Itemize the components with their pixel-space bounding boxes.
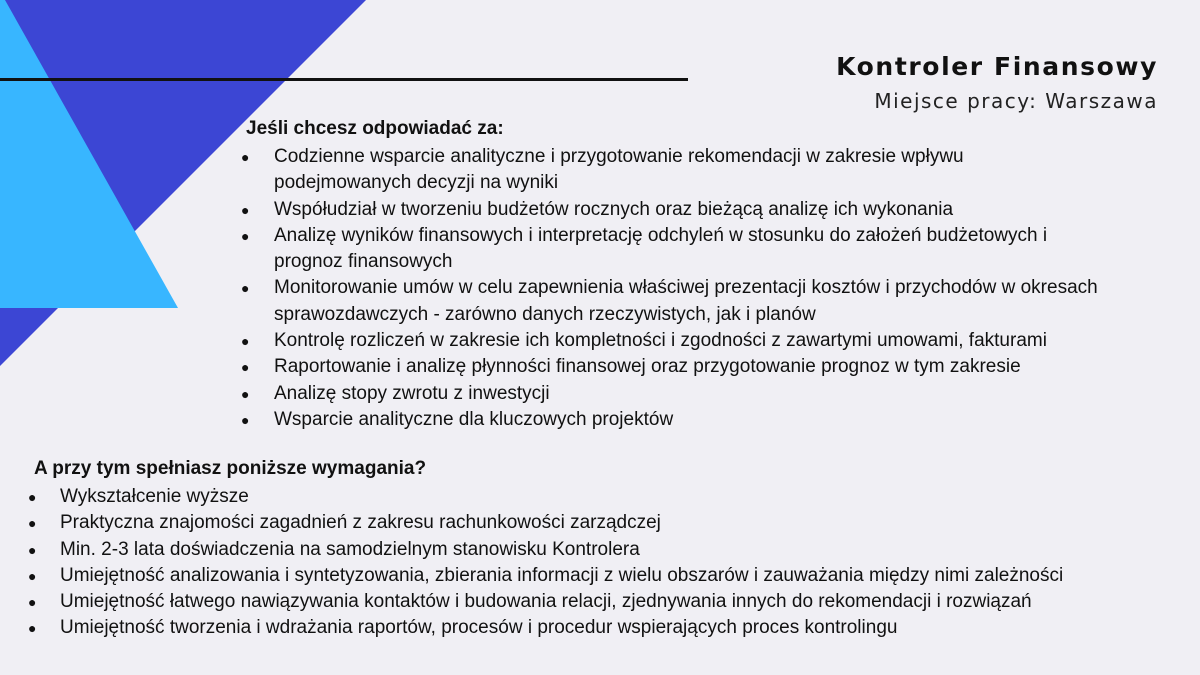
bullet-icon: ●	[28, 489, 37, 505]
item-text: Praktyczna znajomości zagadnień z zakresu rachunkowości zarządczej	[60, 512, 661, 534]
item-text: Min. 2-3 lata doświadczenia na samodzielnym stanowisku Kontrolera	[60, 538, 640, 560]
item-text: Umiejętność analizowania i syntetyzowania, zbierania informacji z wielu obszarów i zauważania między nimi zależności	[60, 564, 1064, 586]
job-title: Kontroler Finansowy	[836, 52, 1158, 81]
responsibility-item	[241, 197, 1098, 223]
item-text: Umiejętność tworzenia i wdrażania raportów, procesów i procedur wspierających proces kontrolingu	[60, 617, 898, 639]
bullet-icon: ●	[28, 594, 37, 611]
bullet-icon: ●	[241, 411, 250, 428]
requirement-item	[28, 537, 1063, 563]
item-text: Analizę stopy zwrotu z inwestycji	[274, 382, 550, 404]
bullet-icon: ●	[28, 515, 37, 532]
item-text: sprawozdawczych - zarówno danych rzeczywistych, jak i planów	[274, 303, 816, 325]
responsibility-item	[241, 407, 1098, 433]
item-text: Kontrolę rozliczeń w zakresie ich kompletności i zgodności z zawartymi umowami, fakturami	[274, 330, 1047, 352]
responsibilities-list	[241, 144, 1098, 433]
job-location: Miejsce pracy: Warszawa	[874, 89, 1158, 113]
item-text: podejmowanych decyzji na wyniki	[274, 172, 559, 194]
bullet-icon: ●	[241, 227, 250, 244]
responsibilities-heading: Jeśli chcesz odpowiadać za:	[246, 118, 504, 139]
item-text: Raportowanie i analizę płynności finansowej oraz przygotowanie prognoz w tym zakresie	[274, 356, 1021, 378]
requirements-list	[28, 484, 1064, 642]
bullet-icon: ●	[241, 333, 250, 350]
responsibility-item	[241, 381, 1098, 407]
item-text: Codzienne wsparcie analityczne i przygotowanie rekomendacji w zakresie wpływu	[274, 146, 964, 167]
bullet-icon: ●	[28, 567, 37, 584]
responsibility-item	[241, 223, 1098, 276]
bullet-icon: ●	[241, 201, 250, 218]
divider-line	[0, 78, 688, 81]
requirements-heading: A przy tym spełniasz poniższe wymagania?	[34, 458, 427, 479]
item-text: Wsparcie analityczne dla kluczowych projektów	[274, 408, 674, 430]
item-text: Współudział w tworzeniu budżetów rocznych oraz bieżącą analizę ich wykonania	[274, 198, 954, 220]
bullet-icon: ●	[241, 280, 250, 297]
bullet-icon: ●	[28, 620, 37, 637]
bullet-icon: ●	[241, 385, 250, 402]
requirement-item	[28, 484, 1063, 510]
item-text: Monitorowanie umów w celu zapewnienia właściwej prezentacji kosztów i przychodów w okresach	[274, 277, 1098, 299]
requirement-item	[28, 615, 1063, 641]
responsibility-item	[241, 275, 1098, 328]
requirement-item	[28, 563, 1064, 589]
item-text: Analizę wyników finansowych i interpretację odchyleń w stosunku do założeń budżetowych i	[274, 224, 1048, 246]
responsibility-item	[241, 354, 1098, 380]
responsibility-item	[241, 328, 1098, 354]
requirement-item	[28, 589, 1063, 615]
bullet-icon: ●	[241, 149, 250, 165]
bullet-icon: ●	[241, 359, 250, 376]
responsibility-item	[241, 144, 1098, 197]
bullet-icon: ●	[28, 541, 37, 558]
requirement-item	[28, 510, 1063, 536]
item-text: prognoz finansowych	[274, 251, 453, 273]
item-text: Umiejętność łatwego nawiązywania kontaktów i budowania relacji, zjednywania innych do rekomendacji i rozwiązań	[60, 591, 1032, 613]
item-text: Wykształcenie wyższe	[60, 486, 249, 507]
